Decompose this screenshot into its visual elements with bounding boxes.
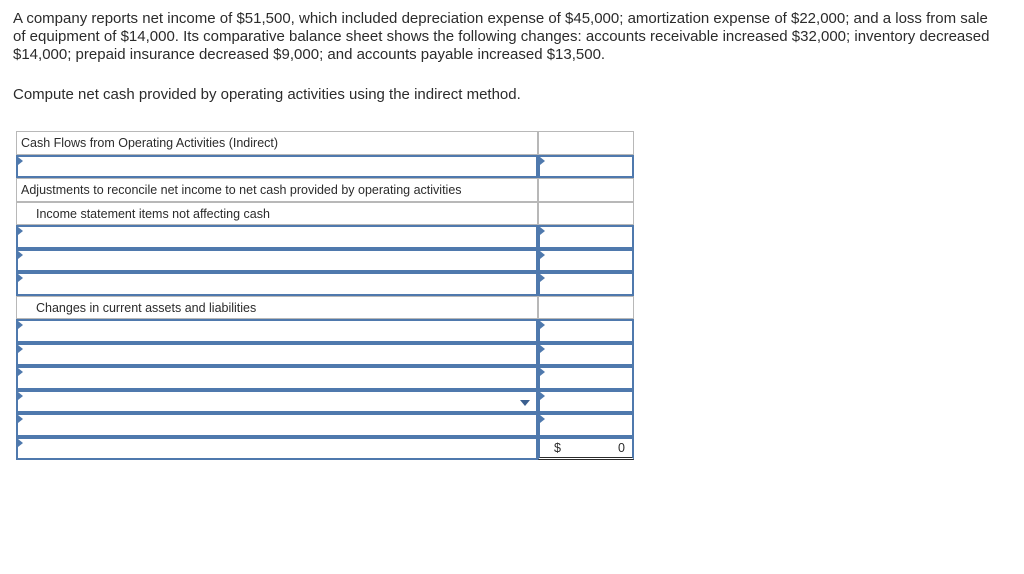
input-marker-icon [540,321,545,329]
working-capital-amount-cell [538,296,634,320]
working-capital-row-5 [16,413,634,437]
net-income-amount-input[interactable] [538,155,634,179]
working-capital-row-4 [16,390,634,414]
total-amount-cell [538,437,634,461]
input-marker-icon [18,321,23,329]
working-capital-4-amount-input[interactable] [538,390,634,414]
working-capital-3-label-input[interactable] [16,366,538,390]
input-marker-icon [18,439,23,447]
working-capital-5-label-input[interactable] [16,413,538,437]
input-marker-icon [18,157,23,165]
noncash-item-row-3 [16,272,634,296]
input-marker-icon [540,227,545,235]
input-marker-icon [18,415,23,423]
noncash-item-3-label-input[interactable] [16,272,538,296]
input-marker-icon [540,345,545,353]
noncash-item-row-1 [16,225,634,249]
noncash-item-2-label-input[interactable] [16,249,538,273]
noncash-amount-cell [538,202,634,226]
adjustments-amount-cell [538,178,634,202]
net-income-label-input[interactable] [16,155,538,179]
chevron-down-icon[interactable] [520,400,530,406]
adjustments-heading: Adjustments to reconcile net income to net cash provided by operating activities [16,178,538,202]
problem-statement: A company reports net income of $51,500, which included depreciation expense of $45,000; amortization expense of $22,000; and a loss from sale of equipment of $14,000. Its comparative balance sheet shows the following changes: accounts receivable increased $32,000; inventory decreased $14,000; prepaid insurance decreased $9,000; and accounts payable increased $13,500. [13,10,990,63]
noncash-item-1-label-input[interactable] [16,225,538,249]
input-marker-icon [18,368,23,376]
working-capital-heading-row [16,296,634,320]
working-capital-4-select[interactable] [16,390,538,414]
worksheet-title: Cash Flows from Operating Activities (Indirect) [16,131,538,155]
total-label-input[interactable] [16,437,538,461]
input-marker-icon [18,392,23,400]
instruction-text: Compute net cash provided by operating activities using the indirect method. [13,86,521,103]
working-capital-row-3 [16,366,634,390]
input-marker-icon [540,392,545,400]
total-value: 0 [618,440,625,455]
title-amount-cell [538,131,634,155]
title-row [16,131,634,155]
working-capital-row-2 [16,343,634,367]
working-capital-3-amount-input[interactable] [538,366,634,390]
working-capital-row-1 [16,319,634,343]
working-capital-1-amount-input[interactable] [538,319,634,343]
noncash-item-3-amount-input[interactable] [538,272,634,296]
input-marker-icon [540,368,545,376]
working-capital-2-amount-input[interactable] [538,343,634,367]
adjustments-heading-row [16,178,634,202]
noncash-item-row-2 [16,249,634,273]
input-marker-icon [18,274,23,282]
noncash-heading: Income statement items not affecting cash [16,202,538,226]
total-currency-symbol: $ [554,440,561,455]
working-capital-2-label-input[interactable] [16,343,538,367]
net-income-row [16,155,634,179]
working-capital-5-amount-input[interactable] [538,413,634,437]
input-marker-icon [540,157,545,165]
input-marker-icon [18,227,23,235]
input-marker-icon [540,415,545,423]
input-marker-icon [18,251,23,259]
input-marker-icon [540,251,545,259]
working-capital-1-label-input[interactable] [16,319,538,343]
total-row [16,437,634,461]
noncash-item-1-amount-input[interactable] [538,225,634,249]
noncash-heading-row [16,202,634,226]
working-capital-heading: Changes in current assets and liabilities [16,296,538,320]
input-marker-icon [540,274,545,282]
cash-flow-worksheet [16,131,634,460]
input-marker-icon [18,345,23,353]
noncash-item-2-amount-input[interactable] [538,249,634,273]
